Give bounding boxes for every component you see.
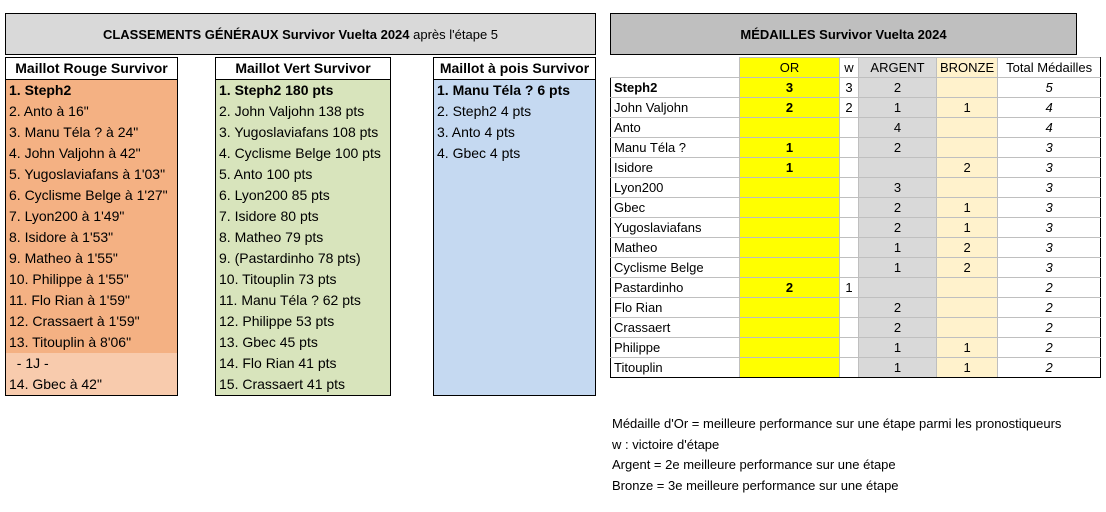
medal-cell-bronze — [937, 278, 998, 298]
medal-cell-w: 3 — [840, 78, 859, 98]
medal-row — [611, 78, 1101, 98]
medal-cell-total: 3 — [998, 178, 1101, 198]
medal-cell-w — [840, 158, 859, 178]
medal-note: Argent = 2e meilleure performance sur une étape — [612, 457, 896, 472]
green-jersey-row: 3. Yugoslaviafans 108 pts — [216, 122, 390, 143]
medal-row — [611, 358, 1101, 378]
red-jersey-row: 5. Yugoslaviafans à 1'03" — [6, 164, 177, 185]
medal-cell-total: 2 — [998, 298, 1101, 318]
red-jersey-row: 10. Philippe à 1'55" — [6, 269, 177, 290]
medal-cell-name: Flo Rian — [611, 298, 740, 318]
medal-cell-bronze — [937, 138, 998, 158]
medal-cell-total: 3 — [998, 238, 1101, 258]
green-jersey-row: 6. Lyon200 85 pts — [216, 185, 390, 206]
green-jersey-row: 13. Gbec 45 pts — [216, 332, 390, 353]
medal-cell-w — [840, 178, 859, 198]
medal-cell-argent: 2 — [859, 218, 937, 238]
red-jersey-row: 3. Manu Téla ? à 24" — [6, 122, 177, 143]
medals-table — [610, 57, 1101, 378]
medal-cell-argent: 2 — [859, 138, 937, 158]
medal-cell-name: Lyon200 — [611, 178, 740, 198]
red-jersey-row: 11. Flo Rian à 1'59" — [6, 290, 177, 311]
medal-cell-name: Matheo — [611, 238, 740, 258]
medal-note: w : victoire d'étape — [612, 436, 720, 452]
red-jersey-row: 2. Anto à 16" — [6, 101, 177, 122]
red-jersey-row: 9. Matheo à 1'55" — [6, 248, 177, 269]
medal-note: Bronze = 3e meilleure performance sur une étape — [612, 477, 899, 493]
medal-cell-or — [740, 338, 840, 358]
medal-cell-or: 2 — [740, 278, 840, 298]
medal-cell-name: Pastardinho — [611, 278, 740, 298]
medal-row — [611, 318, 1101, 338]
medals-header-or: OR — [740, 58, 840, 78]
medal-cell-name: Cyclisme Belge — [611, 258, 740, 278]
medal-cell-w — [840, 118, 859, 138]
medal-row — [611, 138, 1101, 158]
medal-cell-name: Gbec — [611, 198, 740, 218]
medal-row — [611, 178, 1101, 198]
medal-cell-bronze — [937, 298, 998, 318]
medal-cell-or — [740, 318, 840, 338]
medal-cell-argent: 1 — [859, 338, 937, 358]
medal-row — [611, 258, 1101, 278]
medal-cell-argent: 2 — [859, 298, 937, 318]
medal-cell-argent — [859, 278, 937, 298]
medal-cell-name: Isidore — [611, 158, 740, 178]
polka-jersey-column — [433, 57, 596, 396]
medals-header-row — [611, 58, 1101, 78]
medal-cell-total: 2 — [998, 278, 1101, 298]
medal-cell-or — [740, 218, 840, 238]
medal-cell-name: Yugoslaviafans — [611, 218, 740, 238]
medal-cell-w — [840, 318, 859, 338]
green-jersey-row: 5. Anto 100 pts — [216, 164, 390, 185]
medal-cell-name: Crassaert — [611, 318, 740, 338]
red-jersey-row: 1. Steph2 — [6, 80, 177, 101]
medal-cell-bronze: 1 — [937, 98, 998, 118]
medal-cell-total: 4 — [998, 98, 1101, 118]
medal-cell-or: 1 — [740, 138, 840, 158]
medals-header-argent: ARGENT — [859, 58, 937, 78]
medal-row — [611, 298, 1101, 318]
medal-cell-argent: 2 — [859, 318, 937, 338]
medal-row — [611, 198, 1101, 218]
medal-cell-total: 3 — [998, 138, 1101, 158]
medal-note: Médaille d'Or = meilleure performance sur une étape parmi les pronostiqueurs — [612, 416, 1062, 431]
red-jersey-row: - 1J - — [6, 353, 177, 374]
green-jersey-row: 12. Philippe 53 pts — [216, 311, 390, 332]
medal-row — [611, 338, 1101, 358]
polka-jersey-row: 3. Anto 4 pts — [437, 124, 515, 140]
medal-row — [611, 238, 1101, 258]
medal-cell-total: 2 — [998, 338, 1101, 358]
medal-cell-name: Steph2 — [611, 78, 740, 98]
medal-cell-total: 3 — [998, 198, 1101, 218]
medal-cell-bronze: 1 — [937, 338, 998, 358]
medal-cell-name: Philippe — [611, 338, 740, 358]
polka-jersey-row: 2. Steph2 4 pts — [437, 103, 532, 119]
medal-cell-w — [840, 138, 859, 158]
medal-cell-w — [840, 198, 859, 218]
medal-cell-total: 2 — [998, 318, 1101, 338]
general-rankings-title-bold: CLASSEMENTS GÉNÉRAUX Survivor Vuelta 2024 — [102, 26, 410, 42]
medal-cell-name: John Valjohn — [611, 98, 740, 118]
medal-cell-argent: 1 — [859, 98, 937, 118]
medal-row — [611, 278, 1101, 298]
medal-cell-total: 3 — [998, 158, 1101, 178]
medal-cell-or — [740, 358, 840, 378]
medal-cell-total: 4 — [998, 118, 1101, 138]
medal-cell-bronze — [937, 78, 998, 98]
medal-cell-argent: 1 — [859, 238, 937, 258]
medal-cell-or: 3 — [740, 78, 840, 98]
medal-row — [611, 118, 1101, 138]
green-jersey-row: 11. Manu Téla ? 62 pts — [216, 290, 390, 311]
green-jersey-header: Maillot Vert Survivor — [216, 58, 390, 80]
medal-cell-or — [740, 198, 840, 218]
medal-cell-total: 3 — [998, 218, 1101, 238]
medal-cell-w — [840, 238, 859, 258]
green-jersey-row: 4. Cyclisme Belge 100 pts — [216, 143, 390, 164]
green-jersey-row: 7. Isidore 80 pts — [216, 206, 390, 227]
medal-cell-or — [740, 238, 840, 258]
medal-cell-or: 2 — [740, 98, 840, 118]
medal-cell-total: 5 — [998, 78, 1101, 98]
medal-cell-argent: 2 — [859, 198, 937, 218]
red-jersey-header: Maillot Rouge Survivor — [6, 58, 177, 80]
general-rankings-title — [5, 13, 596, 55]
medal-cell-bronze: 2 — [937, 158, 998, 178]
red-jersey-row: 4. John Valjohn à 42" — [6, 143, 177, 164]
medal-cell-bronze: 2 — [937, 258, 998, 278]
green-jersey-row: 2. John Valjohn 138 pts — [216, 101, 390, 122]
medals-header-total: Total Médailles — [998, 58, 1101, 78]
medal-cell-or — [740, 118, 840, 138]
medal-cell-argent: 2 — [859, 78, 937, 98]
medal-cell-argent: 3 — [859, 178, 937, 198]
red-jersey-row: 6. Cyclisme Belge à 1'27" — [6, 185, 177, 206]
medal-cell-bronze: 1 — [937, 198, 998, 218]
medal-cell-bronze: 1 — [937, 358, 998, 378]
medal-cell-w: 1 — [840, 278, 859, 298]
medal-cell-bronze — [937, 178, 998, 198]
medal-cell-bronze — [937, 118, 998, 138]
green-jersey-row: 1. Steph2 180 pts — [216, 80, 390, 101]
medal-cell-name: Titouplin — [611, 358, 740, 378]
medals-header-w: w — [840, 58, 859, 78]
polka-jersey-row: 1. Manu Téla ? 6 pts — [437, 82, 571, 98]
red-jersey-column — [5, 57, 178, 396]
medal-cell-bronze: 2 — [937, 238, 998, 258]
medal-cell-bronze — [937, 318, 998, 338]
medal-cell-argent: 1 — [859, 358, 937, 378]
red-jersey-row: 12. Crassaert à 1'59" — [6, 311, 177, 332]
medal-cell-total: 3 — [998, 258, 1101, 278]
medal-row — [611, 218, 1101, 238]
general-rankings-title-stage: après l'étape 5 — [409, 26, 499, 42]
polka-jersey-header: Maillot à pois Survivor — [434, 58, 595, 80]
medal-cell-bronze: 1 — [937, 218, 998, 238]
medal-cell-or — [740, 178, 840, 198]
medals-header-bronze: BRONZE — [937, 58, 998, 78]
medal-notes — [612, 414, 1061, 496]
medal-cell-name: Anto — [611, 118, 740, 138]
green-jersey-row: 15. Crassaert 41 pts — [216, 374, 390, 395]
medal-row — [611, 98, 1101, 118]
red-jersey-row: 7. Lyon200 à 1'49" — [6, 206, 177, 227]
medals-title: MÉDAILLES Survivor Vuelta 2024 — [610, 13, 1077, 55]
medal-cell-or: 1 — [740, 158, 840, 178]
polka-jersey-row: 4. Gbec 4 pts — [437, 145, 521, 161]
medal-cell-w — [840, 218, 859, 238]
medal-cell-w: 2 — [840, 98, 859, 118]
medal-cell-name: Manu Téla ? — [611, 138, 740, 158]
green-jersey-row: 14. Flo Rian 41 pts — [216, 353, 390, 374]
medal-cell-w — [840, 338, 859, 358]
medal-cell-w — [840, 358, 859, 378]
green-jersey-row: 8. Matheo 79 pts — [216, 227, 390, 248]
medal-cell-argent — [859, 158, 937, 178]
red-jersey-row: 14. Gbec à 42" — [6, 374, 177, 395]
red-jersey-row: 8. Isidore à 1'53" — [6, 227, 177, 248]
medal-cell-w — [840, 298, 859, 318]
green-jersey-row: 9. (Pastardinho 78 pts) — [216, 248, 390, 269]
green-jersey-row: 10. Titouplin 73 pts — [216, 269, 390, 290]
medal-cell-or — [740, 258, 840, 278]
medal-cell-w — [840, 258, 859, 278]
medal-cell-or — [740, 298, 840, 318]
medal-cell-argent: 1 — [859, 258, 937, 278]
medal-row — [611, 158, 1101, 178]
medal-cell-total: 2 — [998, 358, 1101, 378]
medal-cell-argent: 4 — [859, 118, 937, 138]
red-jersey-row: 13. Titouplin à 8'06" — [6, 332, 177, 353]
green-jersey-column — [215, 57, 391, 396]
